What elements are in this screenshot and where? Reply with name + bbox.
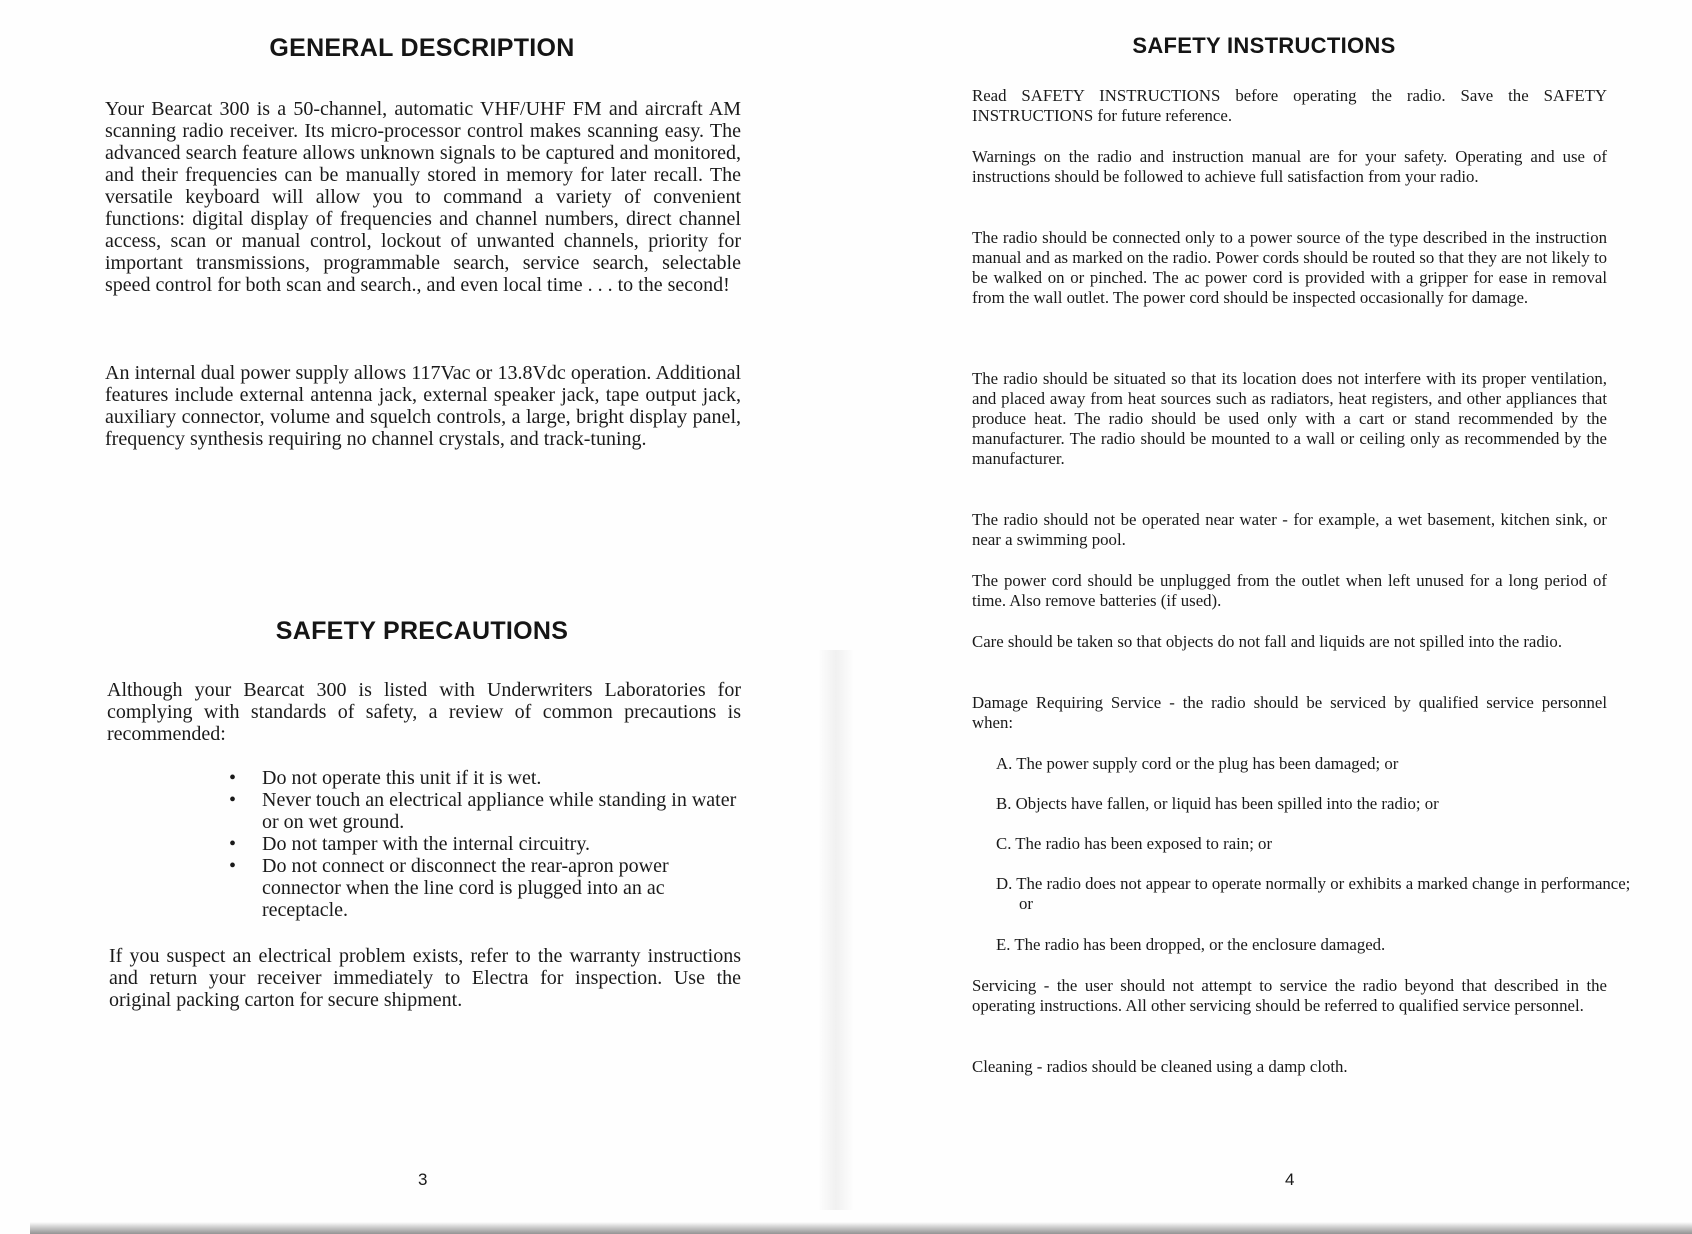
list-item: • Do not tamper with the internal circuitry. [229,833,739,855]
instruction-paragraph-7: Care should be taken so that objects do not fall and liquids are not spilled into the radio. [972,632,1563,651]
servicing-paragraph: Servicing - the user should not attempt to service the radio beyond that described in the operating instructions. All other servicing should be referred to qualified service personnel. [972,976,1607,1015]
instruction-paragraph-5: The radio should not be operated near water - for example, a wet basement, kitchen sink, or near a swimming pool. [972,510,1607,549]
instruction-paragraph-1: Read SAFETY INSTRUCTIONS before operating the radio. Save the SAFETY INSTRUCTIONS for future reference. [972,86,1607,125]
general-description-heading: GENERAL DESCRIPTION [269,34,575,62]
right-page [820,0,1692,1234]
instruction-paragraph-2: Warnings on the radio and instruction manual are for your safety. Operating and use of instructions should be followed to achieve full satisfaction from your radio. [972,147,1607,186]
safety-precautions-closing: If you suspect an electrical problem exists, refer to the warranty instructions and return your receiver immediately to Electra for inspection. Use the original packing carton for secure shipment. [109,945,741,1011]
condition-item-c: C. The radio has been exposed to rain; or [996,834,1273,853]
condition-item-e: E. The radio has been dropped, or the enclosure damaged. [996,935,1386,954]
precautions-list [229,767,739,921]
left-page [0,0,820,1234]
instruction-paragraph-8: Damage Requiring Service - the radio should be serviced by qualified service personnel when: [972,693,1607,732]
instruction-paragraph-3: The radio should be connected only to a power source of the type described in the instruction manual and as marked on the radio. Power cords should be routed so that they are not likely to be walked on or pinched. The ac power cord is provided with a gripper for ease in removal from the wall outlet. The power cord should be inspected occasionally for damage. [972,228,1607,307]
list-item: • Never touch an electrical appliance while standing in water or on wet ground. [229,789,739,833]
page-number-right: 4 [1285,1170,1295,1189]
list-item: • Do not connect or disconnect the rear-apron power connector when the line cord is plugged into an ac receptacle. [229,855,739,921]
safety-instructions-heading: SAFETY INSTRUCTIONS [1132,33,1396,58]
instruction-paragraph-6: The power cord should be unplugged from the outlet when left unused for a long period of time. Also remove batteries (if used). [972,571,1607,610]
condition-item-d: D. The radio does not appear to operate normally or exhibits a marked change in performance; or [996,874,1631,913]
condition-item-a: A. The power supply cord or the plug has been damaged; or [996,754,1399,773]
safety-precautions-intro: Although your Bearcat 300 is listed with Underwriters Laboratories for complying with standards of safety, a review of common precautions is recommended: [107,679,741,745]
general-description-paragraph-1: Your Bearcat 300 is a 50-channel, automatic VHF/UHF FM and aircraft AM scanning radio receiver. Its micro-processor control makes scanning easy. The advanced search feature allows unknown signals to be captured and monitored, and their frequencies can be manually stored in memory for later recall. The versatile keyboard will allow you to command a variety of convenient functions: digital display of frequencies and channel numbers, direct channel access, scan or manual control, lockout of unwanted channels, priority for important transmissions, programmable search, service search, selectable speed control for both scan and search., and even local time . . . to the second! [105,98,741,296]
cleaning-paragraph: Cleaning - radios should be cleaned using a damp cloth. [972,1057,1348,1076]
safety-precautions-heading: SAFETY PRECAUTIONS [275,617,569,645]
instruction-paragraph-4: The radio should be situated so that its location does not interfere with its proper ventilation, and placed away from heat sources such as radiators, heat registers, and other appliances that produce heat. The radio should be used only with a cart or stand recommended by the manufacturer. The radio should be mounted to a wall or ceiling only as recommended by the manufacturer. [972,369,1607,468]
condition-item-b: B. Objects have fallen, or liquid has been spilled into the radio; or [996,794,1439,813]
general-description-paragraph-2: An internal dual power supply allows 117Vac or 13.8Vdc operation. Additional features include external antenna jack, external speaker jack, tape output jack, auxiliary connector, volume and squelch controls, a large, bright display panel, frequency synthesis requiring no channel crystals, and track-tuning. [105,362,741,450]
list-item: • Do not operate this unit if it is wet. [229,767,739,789]
page-number-left: 3 [418,1170,428,1189]
